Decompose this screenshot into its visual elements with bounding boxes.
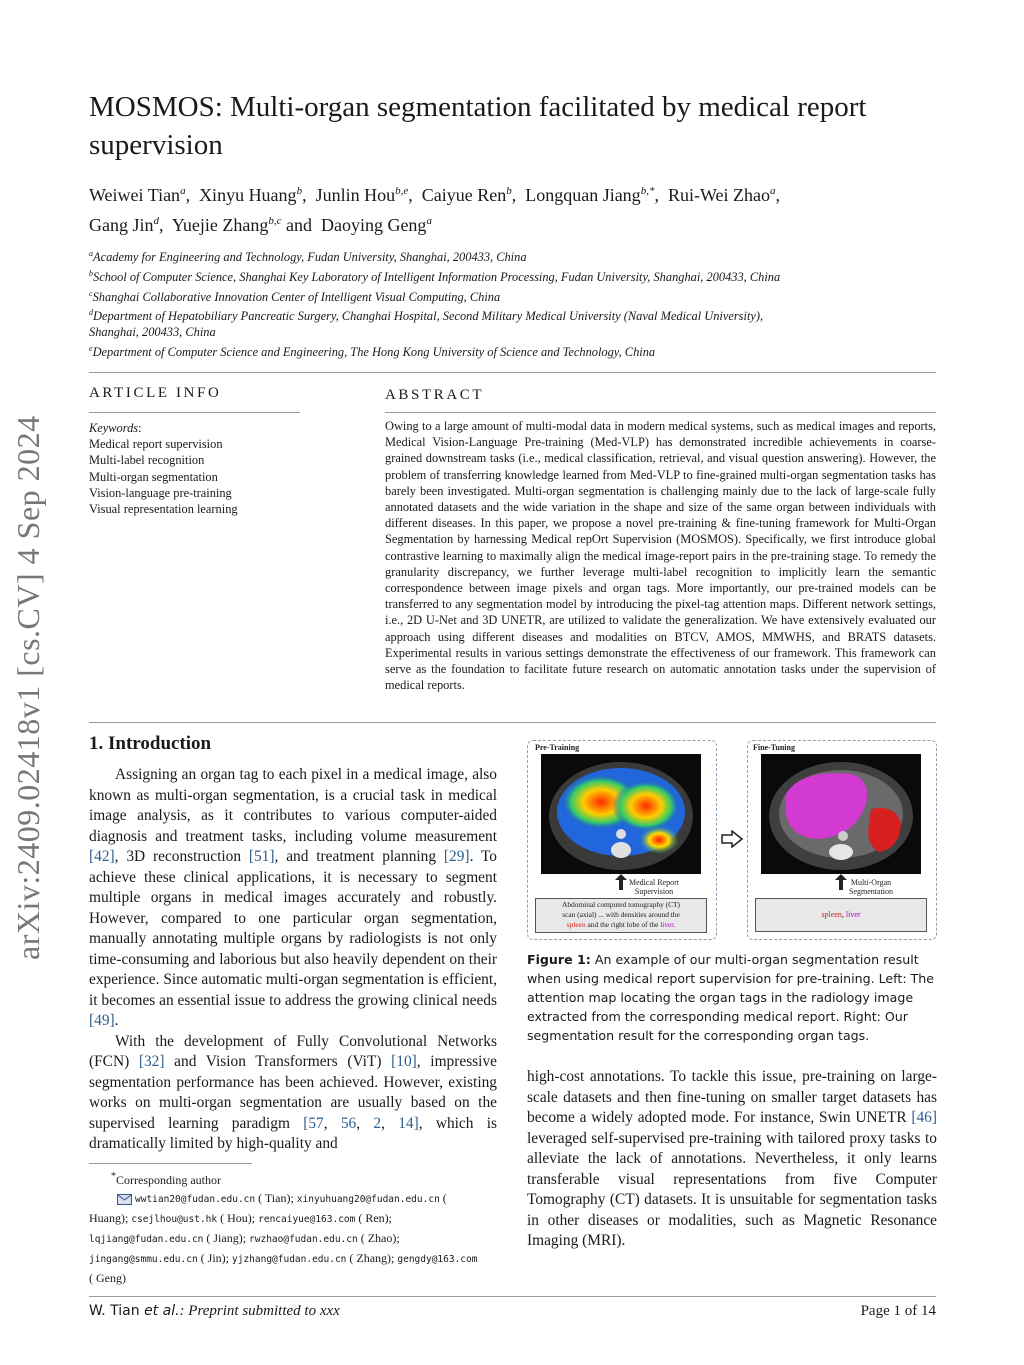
arrow-up-icon <box>611 874 631 890</box>
segmentation-result-image <box>761 754 921 874</box>
paragraph <box>89 765 497 1032</box>
email[interactable]: gengdy@163.com <box>397 1254 478 1265</box>
page-number: Page 1 of 14 <box>860 1303 936 1319</box>
section-heading: 1. Introduction <box>89 733 212 754</box>
paragraph-text: With the development of Fully Convolutional Networks (FCN) <box>89 1032 497 1070</box>
affiliation: $^e$Department of Computer Science and Engineering, The Hong Kong University of Science and Technology, China <box>89 344 656 360</box>
intro-left-column <box>89 765 497 1155</box>
author: Yuejie Zhang$^{b,c}$ <box>171 215 282 235</box>
footer-rule <box>89 1296 936 1297</box>
paragraph-text: , 3D reconstruction <box>114 848 249 865</box>
citation-link[interactable]: 2 <box>373 1114 382 1132</box>
citation-link[interactable]: [42] <box>89 848 115 865</box>
paragraph-text: Assigning an organ tag to each pixel in a medical image, also known as multi-organ segmentation, is a crucial task in medical image analysis, as it contributes to various computer-aided diagnosis and treatment tasks, including volume measurement <box>89 766 497 845</box>
email[interactable]: jingang@smmu.edu.cn <box>89 1254 198 1265</box>
envelope-icon <box>117 1194 132 1205</box>
footnote-geng: ( Geng) <box>89 1271 126 1285</box>
paragraph-text: , impressive segmentation performance has been achieved. However, existing works on multi-organ segmentation are usually based on the supervised learning paradigm <box>89 1053 497 1132</box>
author: Daoying Geng$^a$ <box>320 215 432 235</box>
medical-report-label: Medical Report Supervision <box>629 878 679 896</box>
email[interactable]: xinyuhuang20@fudan.edu.cn <box>296 1194 440 1205</box>
footnote-rule <box>89 1163 252 1164</box>
corresponding-author-label: Corresponding author <box>116 1173 221 1187</box>
affiliation: $^b$School of Computer Science, Shanghai Key Laboratory of Intelligent Information Processing, Fudan University, Shanghai, 200433, China <box>89 269 781 285</box>
affiliation: $^d$Department of Hepatobiliary Pancreatic Surgery, Changhai Hospital, Second Military Medical University (Naval Medical University), Shanghai, 200433, China <box>89 308 764 340</box>
figure-1 <box>527 740 937 940</box>
paragraph-text: leveraged self-supervised pre-training with tailored proxy tasks to alleviate the lack of annotations. Nevertheless, it only learns transferable visual representations from five Computer Tomography (CT) datasets. It is unsuitable for segmentation tasks in other diseases or modalities, such as Magnetic Resonance Imaging (MRI). <box>527 1129 937 1249</box>
citation-link[interactable]: [46] <box>911 1109 937 1126</box>
paragraph-text: , <box>323 1114 341 1132</box>
email[interactable]: csejlhou@ust.hk <box>131 1214 218 1225</box>
divider <box>89 412 300 413</box>
footer-left: W. Tian et al.: Preprint submitted to xxx <box>89 1303 340 1319</box>
organ-tags-box: spleen, liver <box>755 898 927 932</box>
and-word: and <box>285 215 312 235</box>
citation-link[interactable]: [51] <box>248 848 275 865</box>
paragraph-text: . <box>114 1012 119 1029</box>
arxiv-stamp: arXiv:2409.02418v1 [cs.CV] 4 Sep 2024 <box>10 415 46 960</box>
citation-link[interactable]: 56 <box>340 1114 357 1132</box>
report-text-box: Abdominal computed tomography (CT) scan (axial) ... with densities around the spleen and the right lobe of the liver. <box>535 898 707 933</box>
divider <box>89 722 936 723</box>
abstract-heading: ABSTRACT <box>385 387 485 403</box>
finetuning-label: Fine-Tuning <box>753 743 795 752</box>
author: Xinyu Huang$^b$ <box>199 185 303 205</box>
article-info-heading: ARTICLE INFO <box>89 385 222 401</box>
citation-link[interactable]: [57 <box>303 1114 324 1132</box>
email[interactable]: yjzhang@fudan.edu.cn <box>232 1254 347 1265</box>
paragraph-text: , <box>356 1114 374 1132</box>
paragraph-text: , and treatment planning <box>274 848 444 865</box>
paragraph-text: . To achieve these clinical applications, it is necessary to segment multiple organs in medical images accurately and robustly. However, compared to one particular organ segmentation, manually annotating multiple organs by radiologists is not only time-consuming and laborious but also heavily dependent on their experience. Since automatic multi-organ segmentation is efficient, it becomes an essential issue to address the growing clinical needs <box>89 848 498 1009</box>
citation-link[interactable]: [49] <box>89 1012 115 1029</box>
arrow-right-icon <box>720 830 744 848</box>
pretraining-label: Pre-Training <box>535 743 580 752</box>
keyword: Multi-organ segmentation <box>89 469 218 484</box>
abstract-text: Owing to a large amount of multi-modal data in modern medical systems, such as medical images and reports, Medical Vision-Language Pre-training (Med-VLP) has demonstrated incredible achievements in coarse-grained downstream tasks (i.e., medical classification, retrieval, and visual question answering). However, the problem of transferring knowledge learned from Med-VLP to fine-grained multi-organ segmentation tasks has barely been investigated. Multi-organ segmentation is challenging mainly due to the lack of large-scale fully annotated datasets and the wide variation in the shape and size of the same organ between individuals with different diseases. In this paper, we propose a novel pre-training & fine-tuning framework for Multi-Organ Segmentation by harnessing Medical repOrt Supervision (MOSMOS). Specifically, we first introduce global contrastive learning to maximally align the medical image-report pairs in the pre-training stage. To remedy the granularity discrepancy, we further leverage multi-label recognition to implicitly learn the semantic correspondence between image pixels and organ tags. More importantly, our pre-trained models can be transferred to any segmentation model by introducing the pixel-tag attention maps. Different network settings, i.e., 2D U-Net and 3D UNETR, are utilized to validate the generalization. We have extensively evaluated our approach using different diseases and modalities on BTCV, AMOS, MMWHS, and BRATS datasets. Experimental results in various settings demonstrate the effectiveness of our framework. This framework can serve as the foundation to facilitate future research on automatic annotation tasks under the supervision of medical reports. <box>385 419 936 693</box>
paragraph-text: , <box>381 1114 399 1132</box>
keyword: Vision-language pre-training <box>89 485 232 500</box>
author: Rui-Wei Zhao$^a$ <box>667 185 776 205</box>
keyword: Multi-label recognition <box>89 453 205 468</box>
keyword: Visual representation learning <box>89 502 238 517</box>
paragraph <box>527 1067 937 1252</box>
author: Longquan Jiang$^{b,*}$ <box>525 185 655 205</box>
affiliation: $^a$Academy for Engineering and Technology, Fudan University, Shanghai, 200433, China <box>89 249 527 265</box>
author: Junlin Hou$^{b,e}$ <box>315 185 409 205</box>
paragraph-text: , which is dramatically limited by high-quality and <box>89 1114 497 1152</box>
multi-organ-label: Multi-Organ Segmentation <box>849 878 893 896</box>
citation-link[interactable]: [10] <box>391 1053 417 1070</box>
affiliation: $^c$Shanghai Collaborative Innovation Center of Intelligent Visual Computing, China <box>89 289 501 305</box>
email[interactable]: lqjiang@fudan.edu.cn <box>89 1234 204 1245</box>
citation-link[interactable]: 14] <box>398 1114 419 1132</box>
attention-map-image <box>541 754 701 874</box>
citation-link[interactable]: [29] <box>443 848 470 865</box>
email[interactable]: wwtian20@fudan.edu.cn <box>135 1194 256 1205</box>
author-list: Weiwei Tian$^a$, Xinyu Huang$^b$, Junlin Hou$^{b,e}$, Caiyue Ren$^b$, Longquan Jiang$^{b,*}$, Rui-Wei Zhao$^a$, Gang Jin$^d$, Yuejie Zhang$^{b,c}$ and Daoying Geng$^a$ <box>89 185 780 235</box>
email[interactable]: rencaiyue@163.com <box>258 1214 356 1225</box>
paragraph-text: and Vision Transformers (ViT) <box>164 1053 392 1070</box>
arrow-up-icon <box>831 874 851 890</box>
email[interactable]: rwzhao@fudan.edu.cn <box>249 1234 358 1245</box>
figure-caption: Figure 1: An example of our multi-organ segmentation result when using medical report supervision for pre-training. Left: The attention map locating the organ tags in the radiology image extracted from the corresponding medical report. Right: Our segmentation result for the corresponding organ tags. <box>527 952 934 1043</box>
footnote: *Corresponding author wwtian20@fudan.edu.cn ( Tian); xinyuhuang20@fudan.edu.cn ( Huang); csejlhou@ust.hk ( Hou); rencaiyue@163.com ( Ren); lqjiang@fudan.edu.cn ( Jiang); rwzhao@fudan.edu.cn ( Zhao); jingang@smmu.edu.cn ( Jin); yjzhang@fudan.edu.cn ( Zhang); gengdy@163.com ( Geng) <box>89 1168 499 1287</box>
author: Caiyue Ren$^b$ <box>421 185 512 205</box>
divider <box>385 412 936 413</box>
intro-right-column <box>527 1067 937 1252</box>
keywords-block: Keywords: Medical report supervision Multi-label recognition Multi-organ segmentation Vision-language pre-training Visual representation learning <box>89 420 299 517</box>
author: Weiwei Tian$^a$ <box>89 185 186 205</box>
keyword: Medical report supervision <box>89 437 223 452</box>
author: Gang Jin$^d$ <box>89 215 159 235</box>
paper-title: MOSMOS: Multi-organ segmentation facilitated by medical report supervision <box>89 91 867 161</box>
paragraph-text: high-cost annotations. To tackle this issue, pre-training on large-scale datasets and then fine-tuning on smaller target datasets has become a widely adopted mode. For instance, Swin UNETR <box>527 1068 937 1126</box>
citation-link[interactable]: [32] <box>138 1053 165 1070</box>
divider <box>89 372 936 373</box>
keywords-label: Keywords <box>89 421 139 435</box>
paragraph <box>89 1032 497 1155</box>
